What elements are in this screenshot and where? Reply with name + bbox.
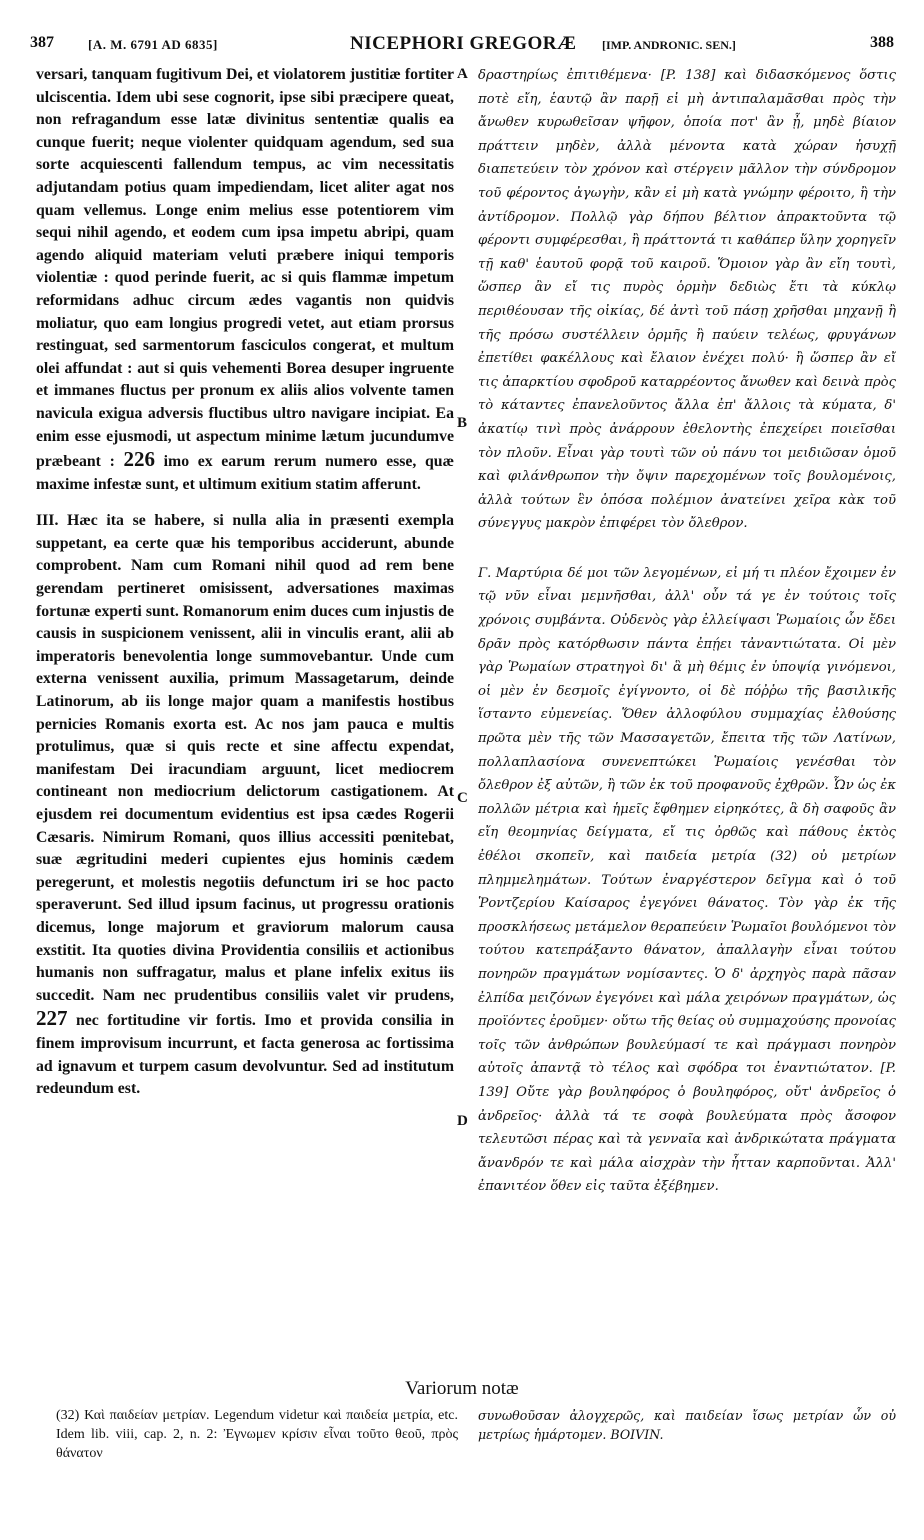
margin-letter-a: A: [457, 66, 468, 82]
latin-text: III. Hæc ita se habere, si nulla alia in præsenti exempla suppetant, ea certe quæ his temporibus acciderunt, abunde comprobent. Nam cum Romani nihil quod ad rem bene gerendam pertineret omisissent, adversationes maximas fortunæ experti sunt. Romanorum enim duces cum injustis de causis in suspicionem venissent, alii in vinculis erant, alii ab imperatoris benevolentia longe summovebantur. Unde cum externa venissent auxilia, primum Massagetarum, deinde Latinorum, ab iis longe major quam a manifestis hostibus pernicies Romanis exorta est. Ac nos jam pauca e multis protulimus, quæ si quis recte et sine affectu expendat, manifestam Dei iracundiam arguunt, licet mediocrem contineant non mediocrium delictorum castigationem. At ejusdem rei documentum evidentius est ipsa cædes Rogerii Cæsaris. Nimirum Romani, quos illius accessiti pœnitebat, suæ ægritudini mederi cupientes ejus hominis cædem peregerunt, et molestis negotiis defunctum iri se hoc pacto speraverunt. Sed illud ipsum facinus, ut progressu orationis dicemus, longe majorum et graviorum malorum causa exstitit. Ita quoties divina Providentia consiliis et actionibus humanis non suffragatur, malus et plane infelix exitus iis succedit. Nam nec prudentibus consiliis valet vir prudens,: [36, 512, 454, 1004]
latin-text: nec fortitudine vir fortis. Imo et provida consilia in finem improvisum incurrunt, et facta generosa ac fortissima ad ignavum et turpem casum devolvuntur. Sed ad institutum redeundum est.: [36, 1012, 454, 1098]
latin-text: imo ex earum rerum numero esse, quæ maxime infestæ sunt, et ultimum exitium statim afferunt.: [36, 453, 454, 493]
running-header: [30, 34, 894, 58]
margin-letter-c: C: [457, 790, 468, 806]
notes-heading: Variorum notæ: [405, 1378, 519, 1399]
footnote-right: συνωθοῦσαν ἀλογχερῶς, καὶ παιδείαν ἴσως μετρίαν ὧν οὐ μετρίως ἡμάρτομεν. BOIVIN.: [478, 1408, 896, 1442]
greek-column: [478, 64, 896, 1374]
running-title: NICEPHORI GREGORÆ: [350, 33, 577, 54]
latin-text: versari, tanquam fugitivum Dei, et violatorem justitiæ fortiter ulciscentia. Idem ubi sese cognorit, ipse sibi præcipere queat, non refragandum esse latæ divinitus sententiæ qualis ea cunque fuerit; neque violenter quidquam agendum, sed sua sorte acquiescenti fallendum tempus, ac vim necessitatis adjutandam potius quam impediendam, licet aliter agat nos quam vellemus. Longe enim melius esse potentiorem vim sequi nihil agendo, et eodem cum ipsa impetu abripi, quam agendo aliquid materiam veluti præbere iniqui temporis violentiæ : quod perinde fuerit, ac si quis flammæ impetum reformidans adhuc circum ædes vagantis non quidvis moliatur, quo eam longius progredi vetet, aut etiam prorsus restinguat, sed sarmentorum fasciculos congerat, et multum olei affundat : aut si quis vehementi Borea desuper ingruente et immanes fluctus per pronum ex aliis alios volvente tamen navicula exigua adversis fluctibus ultro navigare incipiat. Ea enim esse ejusmodi, ut aspectum minime lætum jucundumve præbeant :: [36, 66, 454, 471]
running-date: [A. M. 6791 AD 6835]: [88, 37, 218, 52]
page-number-right: 388: [870, 34, 894, 51]
running-section: [IMP. ANDRONIC. SEN.]: [602, 38, 736, 52]
latin-column: [36, 64, 454, 1374]
latin-paragraph: [36, 64, 454, 496]
margin-letter-b: B: [457, 415, 468, 431]
page-number-left: 387: [30, 34, 54, 51]
column-number: 227: [36, 1006, 68, 1031]
latin-paragraph: [36, 510, 454, 1100]
column-number: 226: [123, 447, 155, 472]
footnote-left: (32) Καὶ παιδείαν μετρίαν. Legendum videtur καὶ παιδεία μετρία, etc. Idem lib. viii, cap. 2, n. 2: Ἐγνωμεν κρίσιν εἶναι τοῦτο θεοῦ, πρὸς θάνατον: [56, 1408, 458, 1461]
margin-letter-d: D: [457, 1113, 468, 1129]
greek-paragraph: Γ. Μαρτύρια δέ μοι τῶν λεγομένων, εἰ μή τι πλέον ἔχοιμεν ἐν τῷ νῦν εἶναι μεμνῆσθαι, ἀλλ' οὖν τά γε ἐν τούτοις τοῖς χρόνοις συμβάντα. Οὐδενὸς γὰρ ἐλλείψασι Ῥωμαίοις ὧν ἔδει δρᾶν πρὸς κατόρθωσιν πάντα ἐπῄει τἀναντιώτατα. Οἱ μὲν γὰρ Ῥωμαίων στρατηγοὶ δι' ἃ μὴ θέμις ἐν ὑποψίᾳ γινόμενοι, οἱ μὲν ἐν δεσμοῖς ἐγίγνοντο, οἱ δὲ πόῤῥω τῆς βασιλικῆς ἵσταντο εὐμενείας. Ὅθεν ἀλλοφύλου συμμαχίας ἐλθούσης πρῶτα μὲν τῆς τῶν Μασσαγετῶν, ἔπειτα τῆς τῶν Λατίνων, πολλαπλασίονα συνενεπτώκει Ῥωμαίοις γενέσθαι τὸν ὄλεθρον ἐξ αὐτῶν, ἢ τῶν ἐκ τοῦ προφανοῦς ἐχθρῶν. Ὧν ὡς ἐκ πολλῶν μέτρια καὶ ἡμεῖς ἔφθημεν εἰρηκότες, ἃ δὴ σαφοῦς ἂν εἴη θεομηνίας δείγματα, εἴ τις ὀρθῶς καὶ πάθους ἐκτὸς ἐθέλοι σκοπεῖν, καὶ παιδεία μετρία (32) οὐ μετρίων πλημμελημάτων. Τούτων ἐναργέστερον δεῖγμα καὶ ὁ τοῦ Ῥοντζερίου Καίσαρος ἐγεγόνει θάνατος. Τὸν γὰρ ἐκ τῆς προσκλήσεως μετάμελον θεραπεύειν Ῥωμαῖοι βουλόμενοι τὸν τούτου κατεπράξαντο θάνατον, ἀπαλλαγὴν εἶναι τούτου πονηρῶν πραγμάτων νομίσαντες. Ὁ δ' ἀρχηγὸς παρὰ πᾶσαν ἐλπίδα μειζόνων ἐγεγόνει καὶ μάλα χειρόνων πραγμάτων, ὡς προϊόντες ἐροῦμεν· οὕτω τῆς θείας οὐ συμμαχούσης προνοίας τοῖς τῶν ἀνθρώπων βουλεύμασί τε καὶ πράγμασι πονηρὸν αὐτοῖς ἀπαντᾷ τὸ τέλος καὶ σφόδρα τοι ἐναντιώτατον. [P. 139] Οὔτε γὰρ βουληφόρος ὁ βουληφόρος, οὔτ' ἀνδρεῖος ὁ ἀνδρεῖος· ἀλλὰ τά τε σοφὰ βουλεύματα πρὸς ἄσοφον τελευτῶσι πέρας καὶ τὰ γενναῖα καὶ ἀνδρικώτατα πράγματα ἄνανδρόν τε καὶ μάλα αἰσχρὰν τὴν ἧτταν καρποῦνται. Ἀλλ' ἐπανιτέον ὅθεν εἰς ταῦτα ἐξέβημεν.: [478, 565, 896, 1195]
greek-paragraph: δραστηρίως ἐπιτιθέμενα· [P. 138] καὶ διδασκόμενος ὅστις ποτὲ εἴη, ἑαυτῷ ἂν παρῇ εἰ μὴ ἀντιπαλαμᾶσθαι πρὸς τὴν ἄνωθεν κυρωθεῖσαν ψῆφον, ὁποία ποτ' ἂν ᾖ, μηδὲ βίαιον πράττειν μηδὲν, ἀλλὰ μένοντα κατὰ χώραν ἡσυχῇ διαπετεύειν τὸν χρόνον καὶ στέργειν μᾶλλον τὴν σύνδρομον τοῦ φέροντος ἀγωγὴν, κἂν εἰ μὴ κατὰ γνώμην φέροιτο, ἢ τὴν ἀντίδρομον. Πολλῷ γὰρ δήπου βέλτιον ἀπρακτοῦντα τῷ φέροντι συμφέρεσθαι, ἢ πράττοντά τι καθάπερ ὕλην χορηγεῖν τῇ καθ' ἑαυτοῦ φορᾷ τοῦ καιροῦ. Ὅμοιον γὰρ ἂν εἴη τουτὶ, ὥσπερ ἂν εἴ τις πυρὸς ὁρμὴν δεδιὼς ἔτι τὰ κύκλῳ περιθέουσαν τῆς οἰκίας, δέ ἀντὶ τοῦ πάσῃ χρῆσθαι μηχανῇ ἢ τῆς πρόσω συστέλλειν ὁρμῆς ἢ παύειν τελέως, φρυγάνων ἐπετίθει φακέλλους καὶ ἔλαιον ἐνέχει πολύ· ἢ ὥσπερ ἂν εἴ τις ἀπαρκτίου σφοδροῦ καταρρέοντος ἄνωθεν καὶ δεινὰ πρὸς τὸ κάταντες ἐπανελοῦντος ἄλλα ἐπ' ἄλλοις τὰ κύματα, δ' ἀκατίῳ τινὶ πρὸς ἀνάρρουν ἐθελοντὴς ἐπεχείρει ποιεῖσθαι τὸν πλοῦν. Εἶναι γὰρ τουτὶ τῶν οὐ πάνυ τοι μειδιῶσαν ὁμοῦ καὶ φιλάνθρωπον τὴν ὄψιν παρεχομένων τοῖς βουλομένοις, ἀλλὰ τούτων ἓν ὁπόσα πολέμιον ἀνατείνει χεῖρα κὰκ τοῦ σύνεγγυς μακρὸν ἐπιφέρει τὸν ὄλεθρον.: [478, 68, 896, 532]
